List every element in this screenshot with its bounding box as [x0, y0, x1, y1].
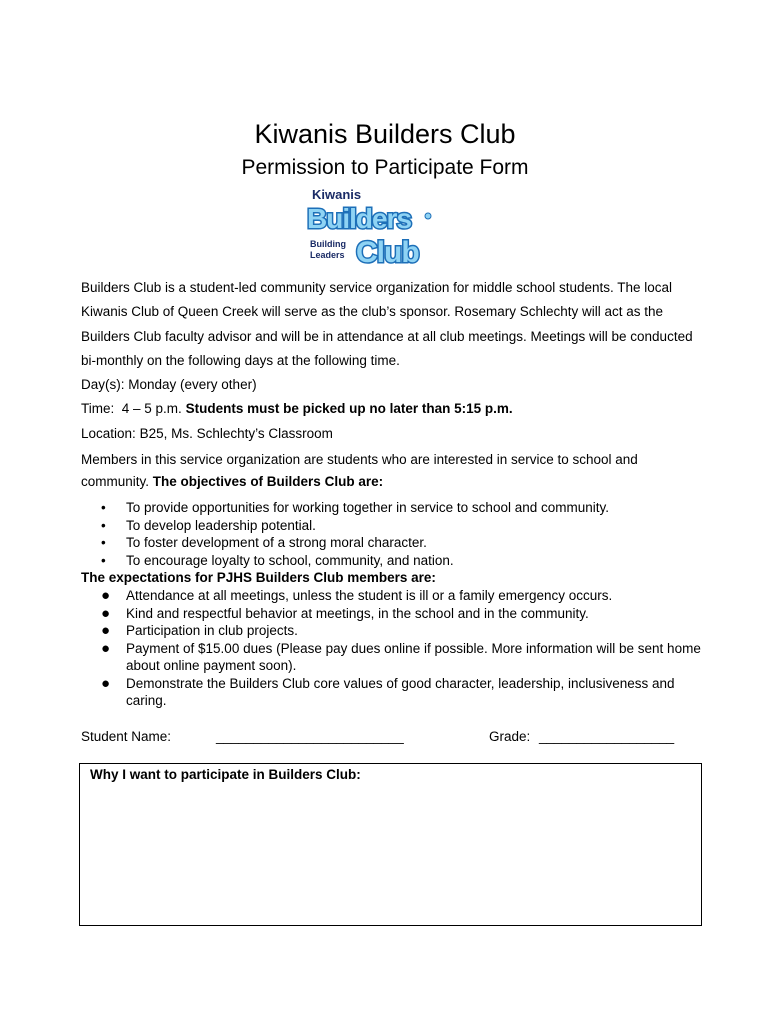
meeting-location-line: [81, 424, 333, 444]
intro-paragraph: Builders Club is a student-led community service organization for middle school students. The local Kiwanis Club of Queen Creek will serve as the club’s sponsor. Rosemary Schlechty will act as the Builders Club faculty advisor and will be in attendance at all club meetings. Meetings will be conducted bi-monthly on the following days at the following time.: [81, 280, 693, 368]
objectives-heading: The objectives of Builders Club are:: [152, 474, 384, 489]
list-item: ● Kind and respectful behavior at meetings, in the school and in the community.: [101, 604, 589, 622]
why-participate-box[interactable]: [79, 763, 702, 926]
location-label: Location:: [81, 426, 136, 441]
form-title: Kiwanis Builders Club: [254, 119, 516, 149]
meeting-time-line: [81, 399, 513, 419]
list-item: • To foster development of a strong moral character.: [101, 535, 427, 550]
location-value: B25, Ms. Schlechty’s Classroom: [139, 426, 333, 441]
list-item: • To provide opportunities for working together in service to school and community.: [101, 500, 609, 515]
student-name-label: Student Name:: [81, 729, 172, 744]
grade-field[interactable]: __________________: [539, 729, 675, 744]
list-item: • To encourage loyalty to school, community, and nation.: [101, 552, 454, 568]
list-item: ● Participation in club projects.: [101, 622, 298, 639]
list-item: • To develop leadership potential.: [101, 517, 316, 533]
logo-kiwanis-text: Kiwanis: [312, 187, 362, 202]
logo-club-text: Club: [356, 236, 419, 268]
objectives-list: [81, 499, 701, 569]
members-text: Members in this service organization are students who are interested in service to school and community.: [81, 452, 638, 489]
builders-club-logo: [304, 186, 436, 268]
days-value: Monday (every other): [128, 377, 257, 392]
logo-tagline-leaders: Leaders: [310, 250, 345, 260]
why-participate-label: Why I want to participate in Builders Club:: [90, 767, 361, 782]
time-label: Time:: [81, 401, 115, 416]
pickup-note: Students must be picked up no later than 5:15 p.m.: [185, 401, 513, 416]
members-paragraph: [81, 449, 701, 493]
form-subtitle: Permission to Participate Form: [241, 156, 529, 179]
logo-sparkle: [425, 213, 431, 219]
student-name-field[interactable]: _________________________: [216, 729, 404, 744]
logo-tagline-building: Building: [310, 239, 346, 249]
logo-builders-text: Builders: [307, 203, 412, 234]
expectations-heading: The expectations for PJHS Builders Club members are:: [81, 570, 436, 585]
days-label: Day(s):: [81, 377, 125, 392]
grade-label: Grade:: [489, 729, 531, 744]
list-item: ● Attendance at all meetings, unless the student is ill or a family emergency occurs.: [101, 587, 613, 604]
list-item: ● Payment of $15.00 dues (Please pay dues online if possible. More information will be sent home about online payment soon).: [101, 639, 701, 673]
list-item: ● Demonstrate the Builders Club core values of good character, leadership, inclusiveness and caring.: [101, 674, 675, 708]
time-value: 4 – 5 p.m.: [121, 401, 182, 416]
meeting-days-line: [81, 375, 257, 395]
expectations-list: [81, 587, 701, 710]
